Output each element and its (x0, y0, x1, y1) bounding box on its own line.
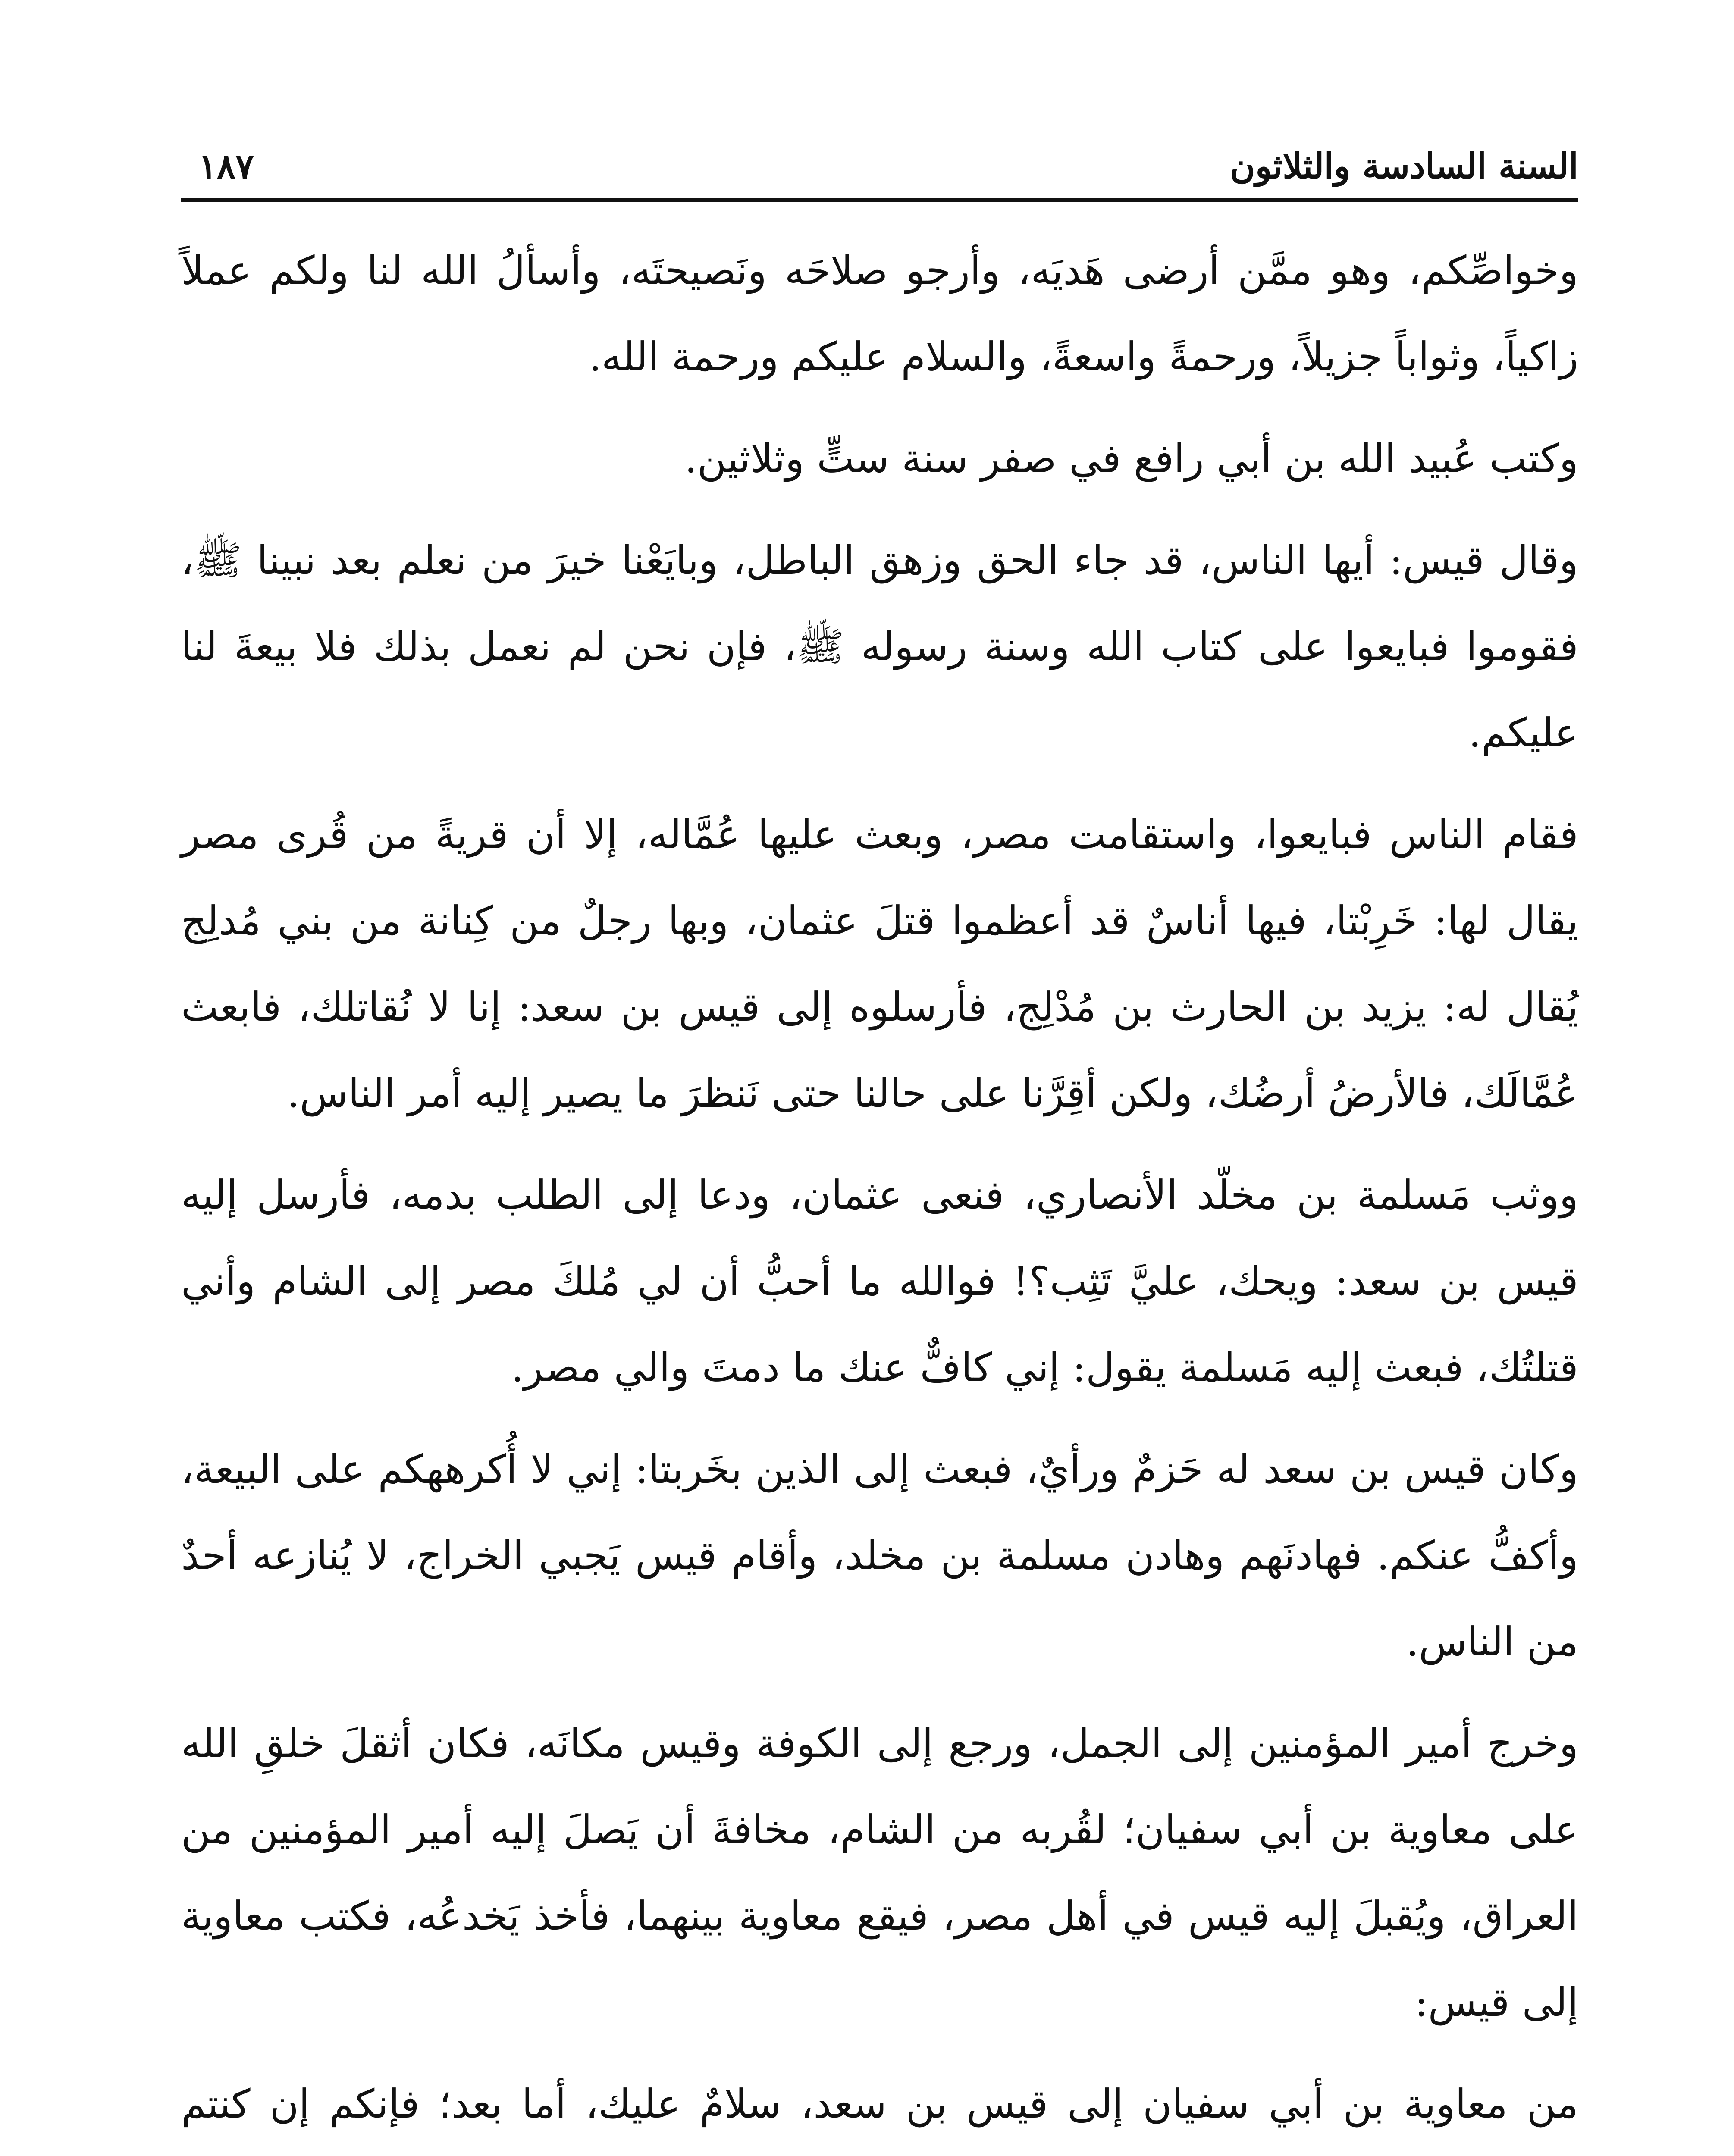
book-page (181, 142, 1578, 2156)
paragraph: من معاوية بن أبي سفيان إلى قيس بن سعد، سلامٌ عليك، أما بعد؛ فإنكم إن كنتم (181, 2081, 1578, 2127)
paragraph: وخرج أمير المؤمنين إلى الجمل، ورجع إلى الكوفة وقيس مكانَه، فكان أثقلَ خلقِ الله على معاوية بن أبي سفيان؛ لقُربه من الشام، مخافةَ أن يَصلَ إليه أمير المؤمنين من العراق، ويُقبلَ إليه قيس في أهل مصر، فيقع معاوية بينهما، فأخذ يَخدعُه، فكتب معاوية إلى قيس: (181, 1720, 1578, 2025)
paragraph: فقام الناس فبايعوا، واستقامت مصر، وبعث عليها عُمَّاله، إلا أن قريةً من قُرى مصر يقال لها: خَرِبْتا، فيها أناسٌ قد أعظموا قتلَ عثمان، وبها رجلٌ من كِنانة من بني مُدلِج يُقال له: يزيد بن الحارث بن مُدْلِج، فأرسلوه إلى قيس بن سعد: إنا لا نُقاتلك، فابعث عُمَّالَك، فالأرضُ أرضُك، ولكن أقِرَّنا على حالنا حتى نَنظرَ ما يصير إليه أمر الناس. (181, 812, 1578, 1116)
paragraph: ووثب مَسلمة بن مخلّد الأنصاري، فنعى عثمان، ودعا إلى الطلب بدمه، فأرسل إليه قيس بن سعد: ويحك، عليَّ تَثِب؟! فوالله ما أحبُّ أن لي مُلكَ مصر إلى الشام وأني قتلتُك، فبعث إليه مَسلمة يقول: إني كافٌّ عنك ما دمتَ والي مصر. (181, 1172, 1578, 1391)
page-number: ١٨٧ (198, 146, 254, 186)
body-text (181, 228, 1578, 2156)
page-header (181, 142, 1578, 202)
paragraph: وكتب عُبيد الله بن أبي رافع في صفر سنة ستٍّ وثلاثين. (684, 436, 1578, 482)
paragraph: وكان قيس بن سعد له حَزمٌ ورأيٌ، فبعث إلى الذين بخَربتا: إني لا أُكرههكم على البيعة، وأكفُّ عنكم. فهادنَهم وهادن مسلمة بن مخلد، وأقام قيس يَجبي الخراج، لا يُنازعه أحدٌ من الناس. (181, 1446, 1578, 1665)
paragraph: وقال قيس: أيها الناس، قد جاء الحق وزهق الباطل، وبايَعْنا خيرَ من نعلم بعد نبينا ﷺ، فقوموا فبايعوا على كتاب الله وسنة رسوله ﷺ، فإن نحن لم نعمل بذلك فلا بيعةَ لنا عليكم. (181, 537, 1579, 756)
running-title: السنة السادسة والثلاثون (1229, 146, 1578, 186)
paragraph: وخواصِّكم، وهو ممَّن أرضى هَديَه، وأرجو صلاحَه ونَصيحتَه، وأسألُ الله لنا ولكم عملاً زاكياً، وثواباً جزيلاً، ورحمةً واسعةً، والسلام عليكم ورحمة الله. (181, 248, 1578, 380)
